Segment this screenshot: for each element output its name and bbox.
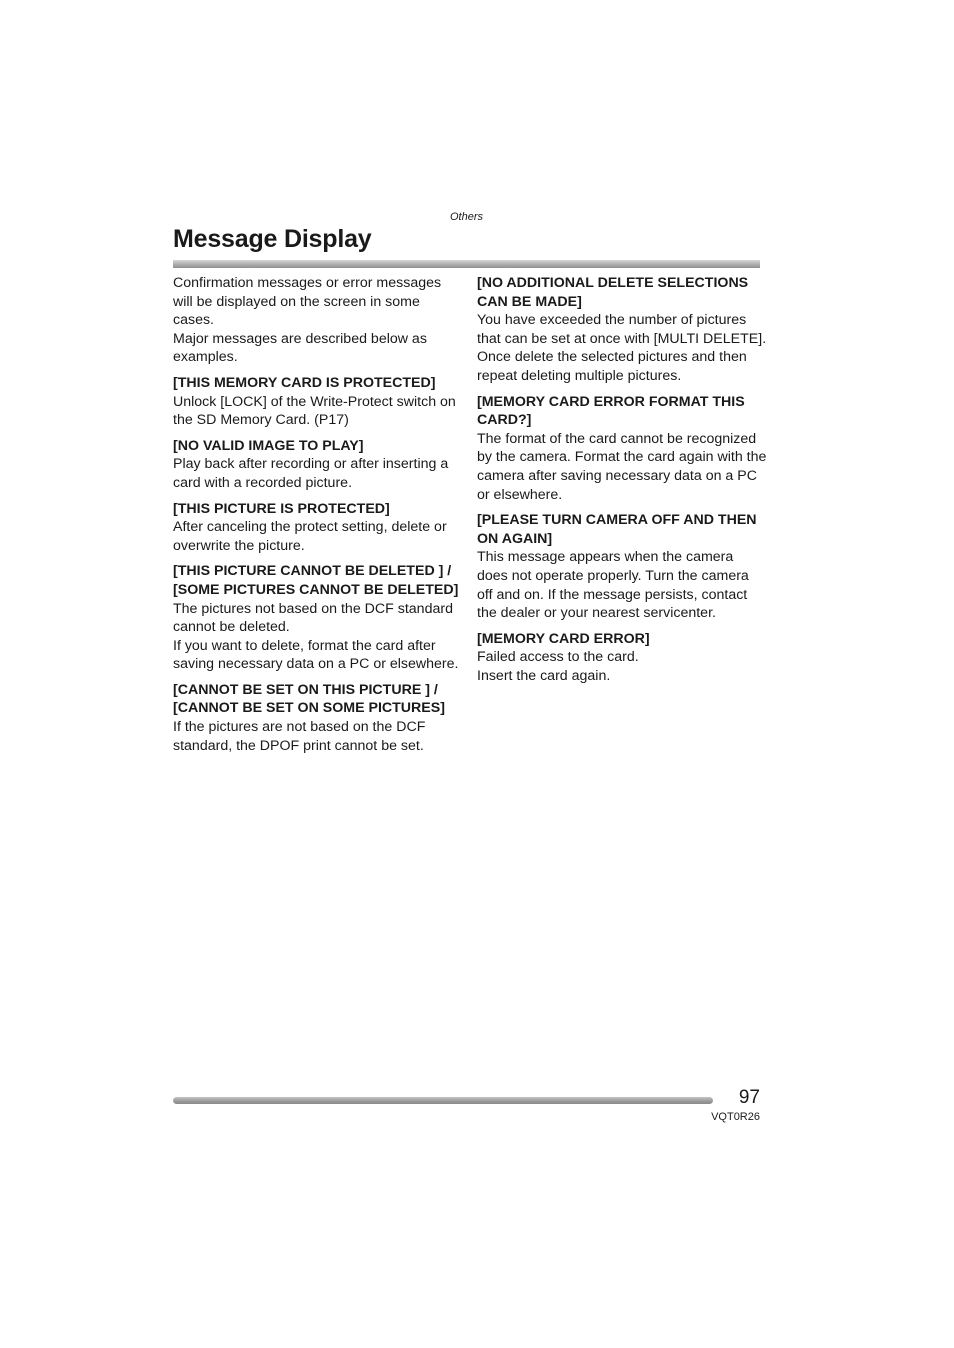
intro-paragraph: Major messages are described below as examples. xyxy=(173,330,427,366)
message-description: If the pictures are not based on the DCF standard, the DPOF print cannot be set. xyxy=(173,719,426,754)
message-entry xyxy=(477,393,767,505)
message-heading: [THIS PICTURE IS PROTECTED] xyxy=(173,500,390,517)
right-column xyxy=(477,274,767,685)
message-entry xyxy=(173,500,463,556)
message-entry xyxy=(173,562,463,674)
message-description: After canceling the protect setting, delete or overwrite the picture. xyxy=(173,519,447,554)
message-description: The pictures not based on the DCF standard cannot be deleted. xyxy=(173,600,453,636)
message-entry xyxy=(173,374,463,430)
page-title: Message Display xyxy=(173,225,372,253)
message-heading: [CANNOT BE SET ON THIS PICTURE ] / [CANNOT BE SET ON SOME PICTURES] xyxy=(173,681,445,717)
message-heading: [PLEASE TURN CAMERA OFF AND THEN ON AGAIN] xyxy=(477,512,757,547)
title-rule xyxy=(173,260,760,268)
message-heading: [NO VALID IMAGE TO PLAY] xyxy=(173,437,364,454)
message-description: This message appears when the camera does not operate properly. Turn the camera off and on. If the message persists, contact the dealer or your nearest servicenter. xyxy=(477,549,749,622)
footer-rule xyxy=(173,1097,713,1104)
model-code: VQT0R26 xyxy=(711,1111,760,1123)
section-label: Others xyxy=(450,211,484,223)
message-entry xyxy=(477,511,767,623)
message-description: The format of the card cannot be recognized by the camera. Format the card again with the camera after saving necessary data on a PC or elsewhere. xyxy=(477,430,767,503)
message-entry xyxy=(477,274,767,386)
message-heading: [THIS PICTURE CANNOT BE DELETED ] / [SOME PICTURES CANNOT BE DELETED] xyxy=(173,563,459,598)
message-heading: [MEMORY CARD ERROR FORMAT THIS CARD?] xyxy=(477,393,745,429)
page-number: 97 xyxy=(738,1087,760,1108)
message-entry xyxy=(477,630,767,686)
message-description: If you want to delete, format the card after saving necessary data on a PC or elsewhere. xyxy=(173,637,459,673)
intro-paragraph: Confirmation messages or error messages will be displayed on the screen in some cases. xyxy=(173,275,442,329)
message-entry xyxy=(173,437,463,493)
message-description: Failed access to the card. xyxy=(477,649,639,666)
message-description: Insert the card again. xyxy=(477,667,611,684)
message-description: You have exceeded the number of pictures that can be set at once with [MULTI DELETE]. Once delete the selected pictures and then repeat deleting multiple pictures. xyxy=(477,312,767,384)
message-entry xyxy=(173,681,463,755)
message-heading: [THIS MEMORY CARD IS PROTECTED] xyxy=(173,374,436,391)
message-heading: [NO ADDITIONAL DELETE SELECTIONS CAN BE MADE] xyxy=(477,275,749,310)
left-column xyxy=(173,274,463,755)
message-description: Play back after recording or after inserting a card with a recorded picture. xyxy=(173,456,449,491)
message-description: Unlock [LOCK] of the Write-Protect switch on the SD Memory Card. (P17) xyxy=(173,393,456,429)
intro-text xyxy=(173,274,463,367)
message-heading: [MEMORY CARD ERROR] xyxy=(477,630,650,647)
